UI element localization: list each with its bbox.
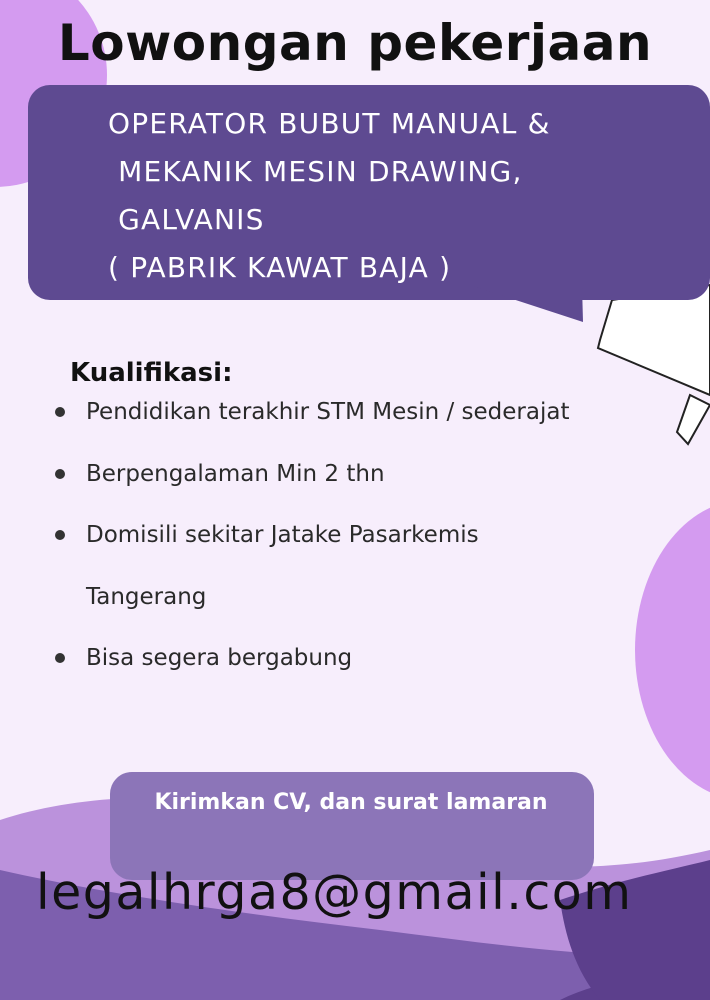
list-item-text: Pendidikan terakhir STM Mesin / sederajat [86,399,570,425]
list-item [54,382,574,444]
job-title-line: GALVANIS [108,203,265,236]
job-title-line: MEKANIK MESIN DRAWING, [108,155,523,188]
list-item [54,628,574,690]
megaphone-icon [598,285,710,444]
list-item [54,505,574,628]
job-title-line: OPERATOR BUBUT MANUAL & [108,107,551,140]
decor-circle-right [635,500,710,800]
bullet-icon [55,530,65,540]
bullet-icon [55,469,65,479]
qualifications-list [54,382,574,690]
cta-text: Kirimkan CV, dan surat lamaran [154,790,548,815]
qualifications-heading: Kualifikasi: [70,358,233,388]
list-item-text: Berpengalaman Min 2 thn [86,460,385,487]
bullet-icon [55,407,65,417]
bullet-icon [55,653,65,663]
list-item-text: Domisili sekitar Jatake Pasarkemis Tangerang [86,522,479,610]
job-title-line: ( PABRIK KAWAT BAJA ) [108,251,452,284]
job-title-text [108,100,668,292]
contact-email[interactable]: legalhrga8@gmail.com [36,864,633,921]
list-item-text: Bisa segera bergabung [86,645,353,671]
list-item [54,444,574,506]
page-title: Lowongan pekerjaan [57,14,653,72]
